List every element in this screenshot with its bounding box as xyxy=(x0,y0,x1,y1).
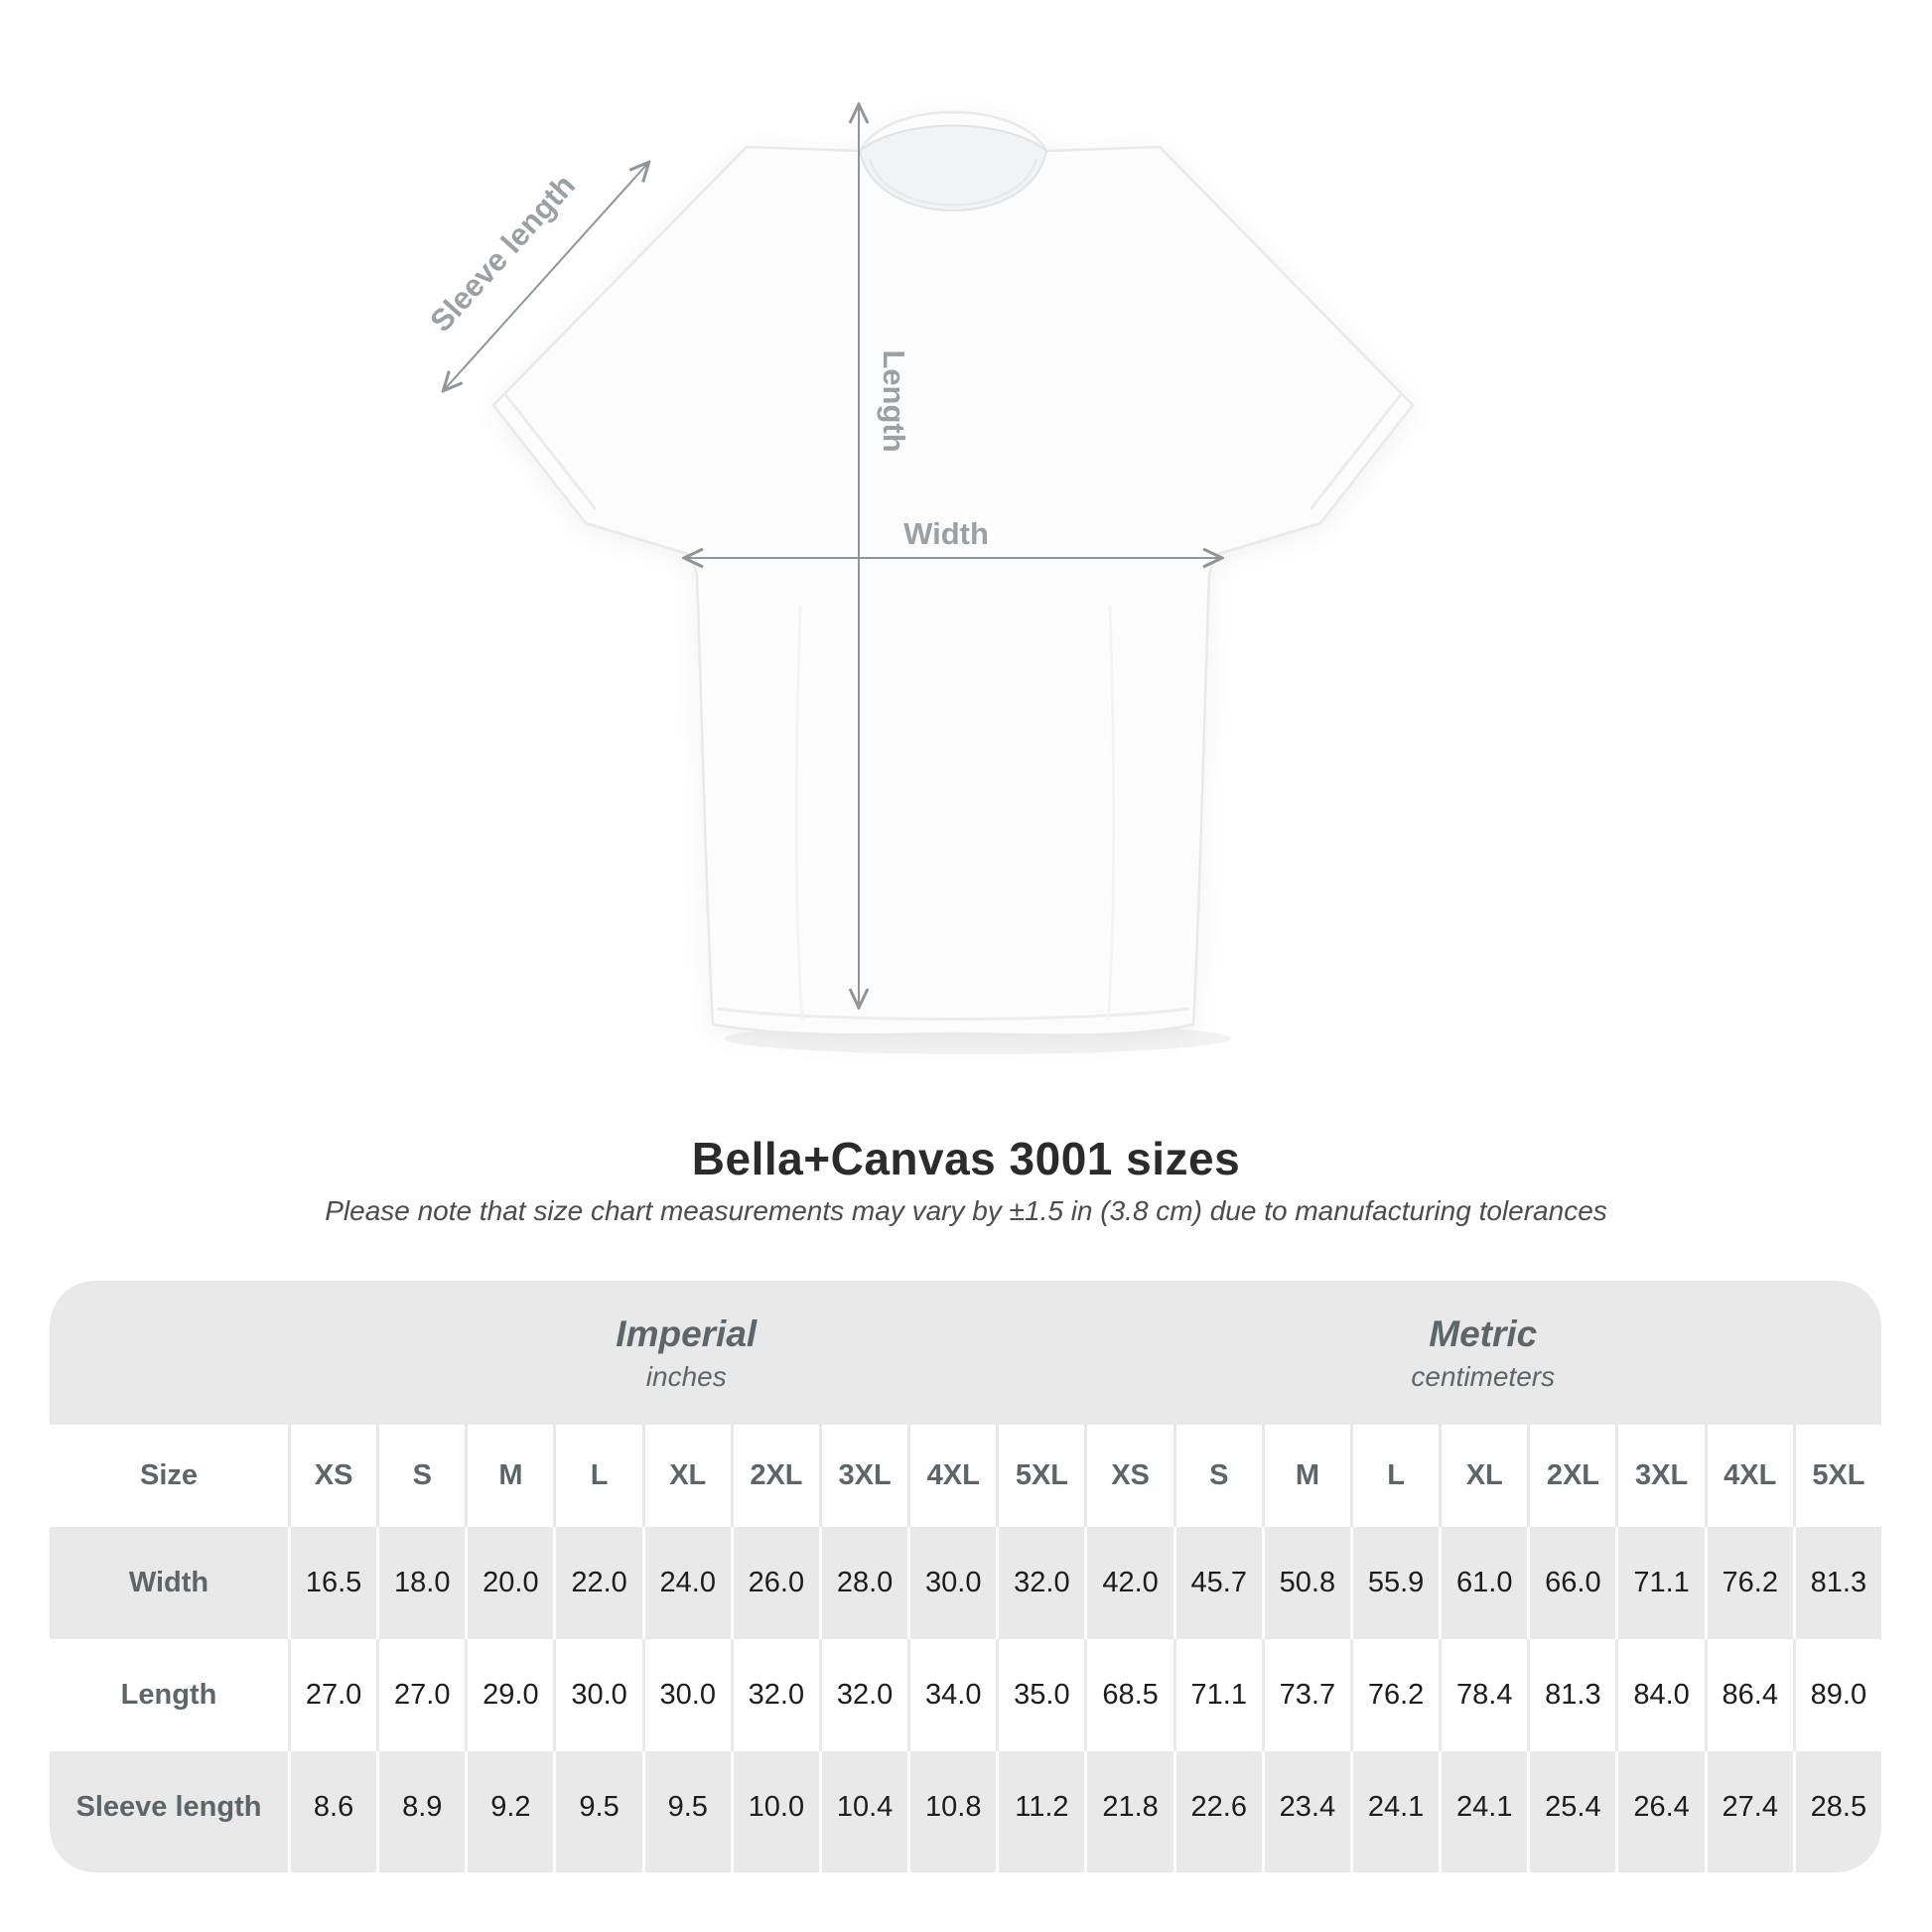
length-metric-l: 76.2 xyxy=(1350,1639,1439,1751)
row-label-width: Width xyxy=(128,1567,209,1598)
tshirt-measurement-diagram xyxy=(377,69,1529,1092)
sleeve-imperial-3xl: 10.4 xyxy=(819,1751,907,1872)
length-imperial-m: 29.0 xyxy=(465,1639,553,1751)
size-header-imperial-xl: XL xyxy=(642,1425,731,1527)
imperial-unit-label: inches xyxy=(645,1360,727,1392)
sleeve-length-label: Sleeve length xyxy=(423,168,583,339)
sleeve-metric-l: 24.1 xyxy=(1350,1751,1439,1872)
width-imperial-4xl: 30.0 xyxy=(907,1527,996,1639)
length-imperial-2xl: 32.0 xyxy=(731,1639,819,1751)
width-metric-xl: 61.0 xyxy=(1439,1527,1527,1639)
metric-label: Metric xyxy=(1429,1312,1538,1354)
tshirt-diagram-svg xyxy=(377,69,1529,1092)
width-imperial-2xl: 26.0 xyxy=(731,1527,819,1639)
sleeve-imperial-2xl: 10.0 xyxy=(731,1751,819,1872)
width-metric-l: 55.9 xyxy=(1350,1527,1439,1639)
sleeve-metric-s: 22.6 xyxy=(1173,1751,1262,1872)
width-metric-xs: 42.0 xyxy=(1084,1527,1173,1639)
metric-unit-label: centimeters xyxy=(1411,1360,1556,1392)
width-metric-m: 50.8 xyxy=(1262,1527,1350,1639)
size-header-imperial-4xl: 4XL xyxy=(907,1425,996,1527)
size-header-metric-5xl: 5XL xyxy=(1793,1425,1881,1527)
width-metric-3xl: 71.1 xyxy=(1615,1527,1704,1639)
size-header-imperial-s: S xyxy=(376,1425,465,1527)
size-header-metric-xs: XS xyxy=(1084,1425,1173,1527)
length-metric-2xl: 81.3 xyxy=(1527,1639,1615,1751)
width-label: Width xyxy=(903,516,989,551)
sleeve-imperial-xs: 8.6 xyxy=(288,1751,376,1872)
size-header-imperial-m: M xyxy=(465,1425,553,1527)
sleeve-metric-2xl: 25.4 xyxy=(1527,1751,1615,1872)
length-imperial-xl: 30.0 xyxy=(642,1639,731,1751)
size-header-imperial-l: L xyxy=(553,1425,641,1527)
table-row-length xyxy=(50,1639,1881,1751)
sleeve-imperial-m: 9.2 xyxy=(465,1751,553,1872)
size-column-header: Size xyxy=(139,1459,199,1491)
tolerance-note: Please note that size chart measurements may vary by ±1.5 in (3.8 cm) due to manufacturing tolerances xyxy=(325,1195,1607,1226)
sleeve-imperial-xl: 9.5 xyxy=(642,1751,731,1872)
size-header-row xyxy=(50,1425,1881,1527)
size-header-metric-m: M xyxy=(1262,1425,1350,1527)
row-label-length: Length xyxy=(120,1679,217,1711)
sleeve-imperial-4xl: 10.8 xyxy=(907,1751,996,1872)
sleeve-metric-xl: 24.1 xyxy=(1439,1751,1527,1872)
metric-section-header xyxy=(1085,1281,1882,1425)
width-imperial-xl: 24.0 xyxy=(642,1527,731,1639)
size-header-metric-4xl: 4XL xyxy=(1705,1425,1793,1527)
sleeve-metric-xs: 21.8 xyxy=(1084,1751,1173,1872)
size-header-imperial-xs: XS xyxy=(288,1425,376,1527)
width-imperial-l: 22.0 xyxy=(553,1527,641,1639)
imperial-section-header xyxy=(288,1281,1085,1425)
length-metric-s: 71.1 xyxy=(1173,1639,1262,1751)
sleeve-metric-m: 23.4 xyxy=(1262,1751,1350,1872)
length-metric-4xl: 86.4 xyxy=(1705,1639,1793,1751)
length-imperial-s: 27.0 xyxy=(376,1639,465,1751)
length-imperial-l: 30.0 xyxy=(553,1639,641,1751)
width-metric-s: 45.7 xyxy=(1173,1527,1262,1639)
size-header-imperial-2xl: 2XL xyxy=(731,1425,819,1527)
length-label: Length xyxy=(877,349,911,453)
imperial-label: Imperial xyxy=(616,1312,758,1354)
size-header-metric-l: L xyxy=(1350,1425,1439,1527)
length-imperial-4xl: 34.0 xyxy=(907,1639,996,1751)
sleeve-metric-4xl: 27.4 xyxy=(1705,1751,1793,1872)
sleeve-metric-3xl: 26.4 xyxy=(1615,1751,1704,1872)
size-header-metric-2xl: 2XL xyxy=(1527,1425,1615,1527)
page-title: Bella+Canvas 3001 sizes xyxy=(691,1133,1241,1184)
width-metric-5xl: 81.3 xyxy=(1793,1527,1881,1639)
width-imperial-m: 20.0 xyxy=(465,1527,553,1639)
width-imperial-5xl: 32.0 xyxy=(996,1527,1084,1639)
table-row-sleeve-length xyxy=(50,1751,1881,1872)
size-header-metric-xl: XL xyxy=(1439,1425,1527,1527)
length-imperial-3xl: 32.0 xyxy=(819,1639,907,1751)
length-metric-3xl: 84.0 xyxy=(1615,1639,1704,1751)
length-metric-xs: 68.5 xyxy=(1084,1639,1173,1751)
row-label-sleeve-length: Sleeve length xyxy=(75,1790,262,1823)
width-metric-2xl: 66.0 xyxy=(1527,1527,1615,1639)
tshirt-illustration xyxy=(493,112,1413,1035)
sleeve-metric-5xl: 28.5 xyxy=(1793,1751,1881,1872)
sleeve-imperial-s: 8.9 xyxy=(376,1751,465,1872)
size-header-imperial-5xl: 5XL xyxy=(996,1425,1084,1527)
width-imperial-s: 18.0 xyxy=(376,1527,465,1639)
width-imperial-3xl: 28.0 xyxy=(819,1527,907,1639)
size-header-metric-3xl: 3XL xyxy=(1615,1425,1704,1527)
length-metric-5xl: 89.0 xyxy=(1793,1639,1881,1751)
size-header-metric-s: S xyxy=(1173,1425,1262,1527)
table-row-width xyxy=(50,1527,1881,1639)
length-imperial-xs: 27.0 xyxy=(288,1639,376,1751)
size-table xyxy=(50,1281,1881,1872)
size-header-imperial-3xl: 3XL xyxy=(819,1425,907,1527)
length-metric-xl: 78.4 xyxy=(1439,1639,1527,1751)
width-imperial-xs: 16.5 xyxy=(288,1527,376,1639)
unit-section-band xyxy=(50,1281,1881,1425)
length-imperial-5xl: 35.0 xyxy=(996,1639,1084,1751)
width-metric-4xl: 76.2 xyxy=(1705,1527,1793,1639)
sleeve-imperial-l: 9.5 xyxy=(553,1751,641,1872)
sleeve-imperial-5xl: 11.2 xyxy=(996,1751,1084,1872)
length-metric-m: 73.7 xyxy=(1262,1639,1350,1751)
